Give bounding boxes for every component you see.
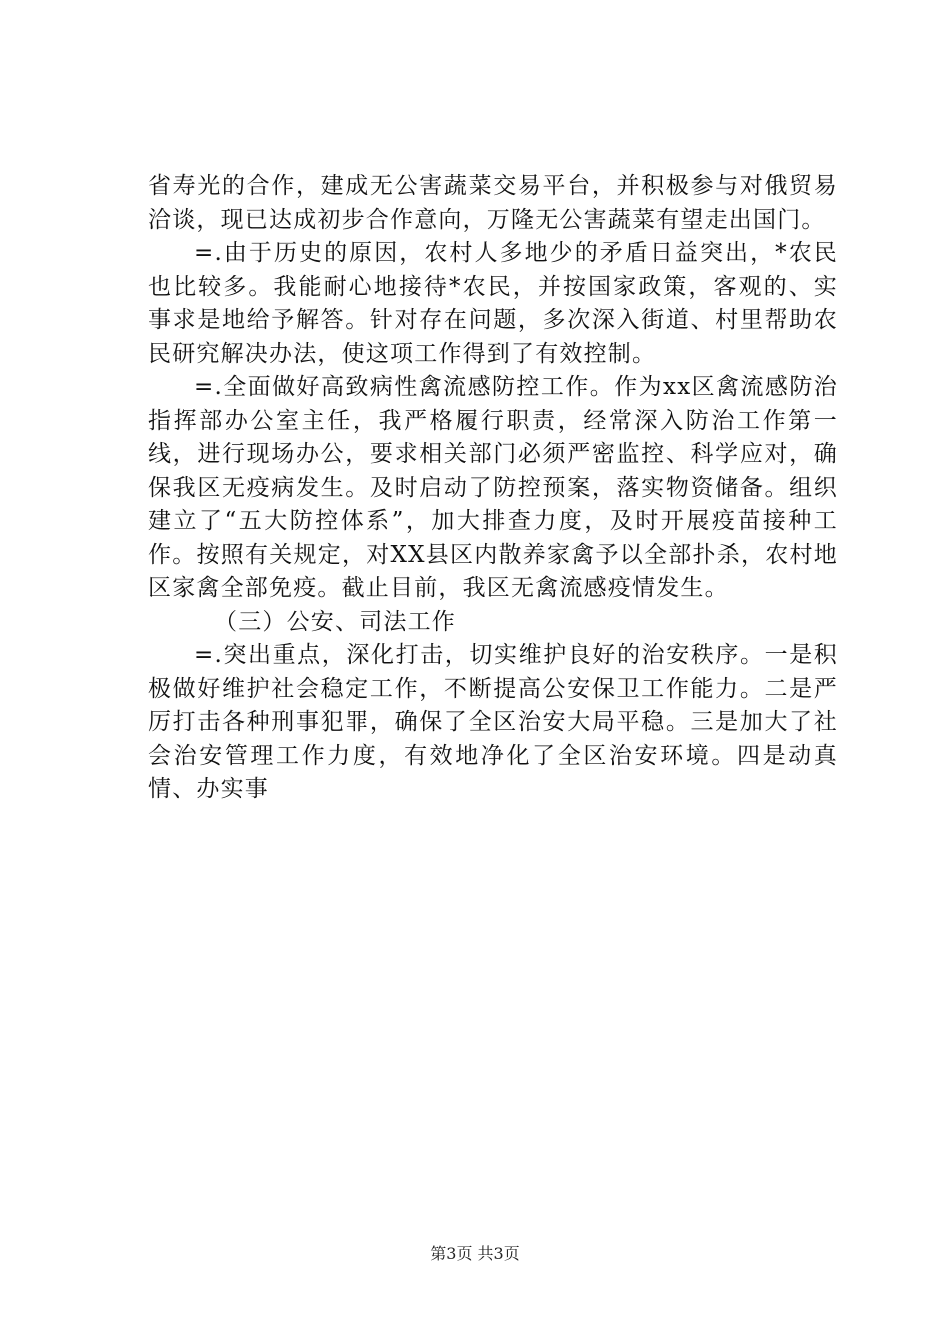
paragraph-continuation: 省寿光的合作，建成无公害蔬菜交易平台，并积极参与对俄贸易洽谈，现已达成初步合作意向，万隆无公害蔬菜有望走出国门。 <box>148 173 838 233</box>
section-heading-public-security: （三）公安、司法工作 <box>214 608 456 635</box>
paragraph-avian-flu-control: =.全面做好高致病性禽流感防控工作。作为xx区禽流感防治指挥部办公室主任，我严格履行职责，经常深入防治工作第一线，进行现场办公，要求相关部门必须严密监控、科学应对，确保我区无疫病发生。及时启动了防控预案，落实物资储备。组织建立了“五大防控体系”，加大排查力度，及时开展疫苗接种工作。按照有关规定，对XX县区内散养家禽予以全部扑杀，农村地区家禽全部免疫。截止目前，我区无禽流感疫情发生。 <box>148 374 838 601</box>
document-body <box>148 170 838 807</box>
paragraph-public-order: =.突出重点，深化打击，切实维护良好的治安秩序。一是积极做好维护社会稳定工作，不断提高公安保卫工作能力。二是严厉打击各种刑事犯罪，确保了全区治安大局平稳。三是加大了社会治安管理工作力度，有效地净化了全区治安环境。四是动真情、办实事 <box>148 642 838 802</box>
page-number-footer: 第3页 共3页 <box>430 1244 520 1263</box>
paragraph-petition-work: =.由于历史的原因，农村人多地少的矛盾日益突出，*农民也比较多。我能耐心地接待*农民，并按国家政策，客观的、实事求是地给予解答。针对存在问题，多次深入街道、村里帮助农民研究解决办法，使这项工作得到了有效控制。 <box>148 240 838 367</box>
